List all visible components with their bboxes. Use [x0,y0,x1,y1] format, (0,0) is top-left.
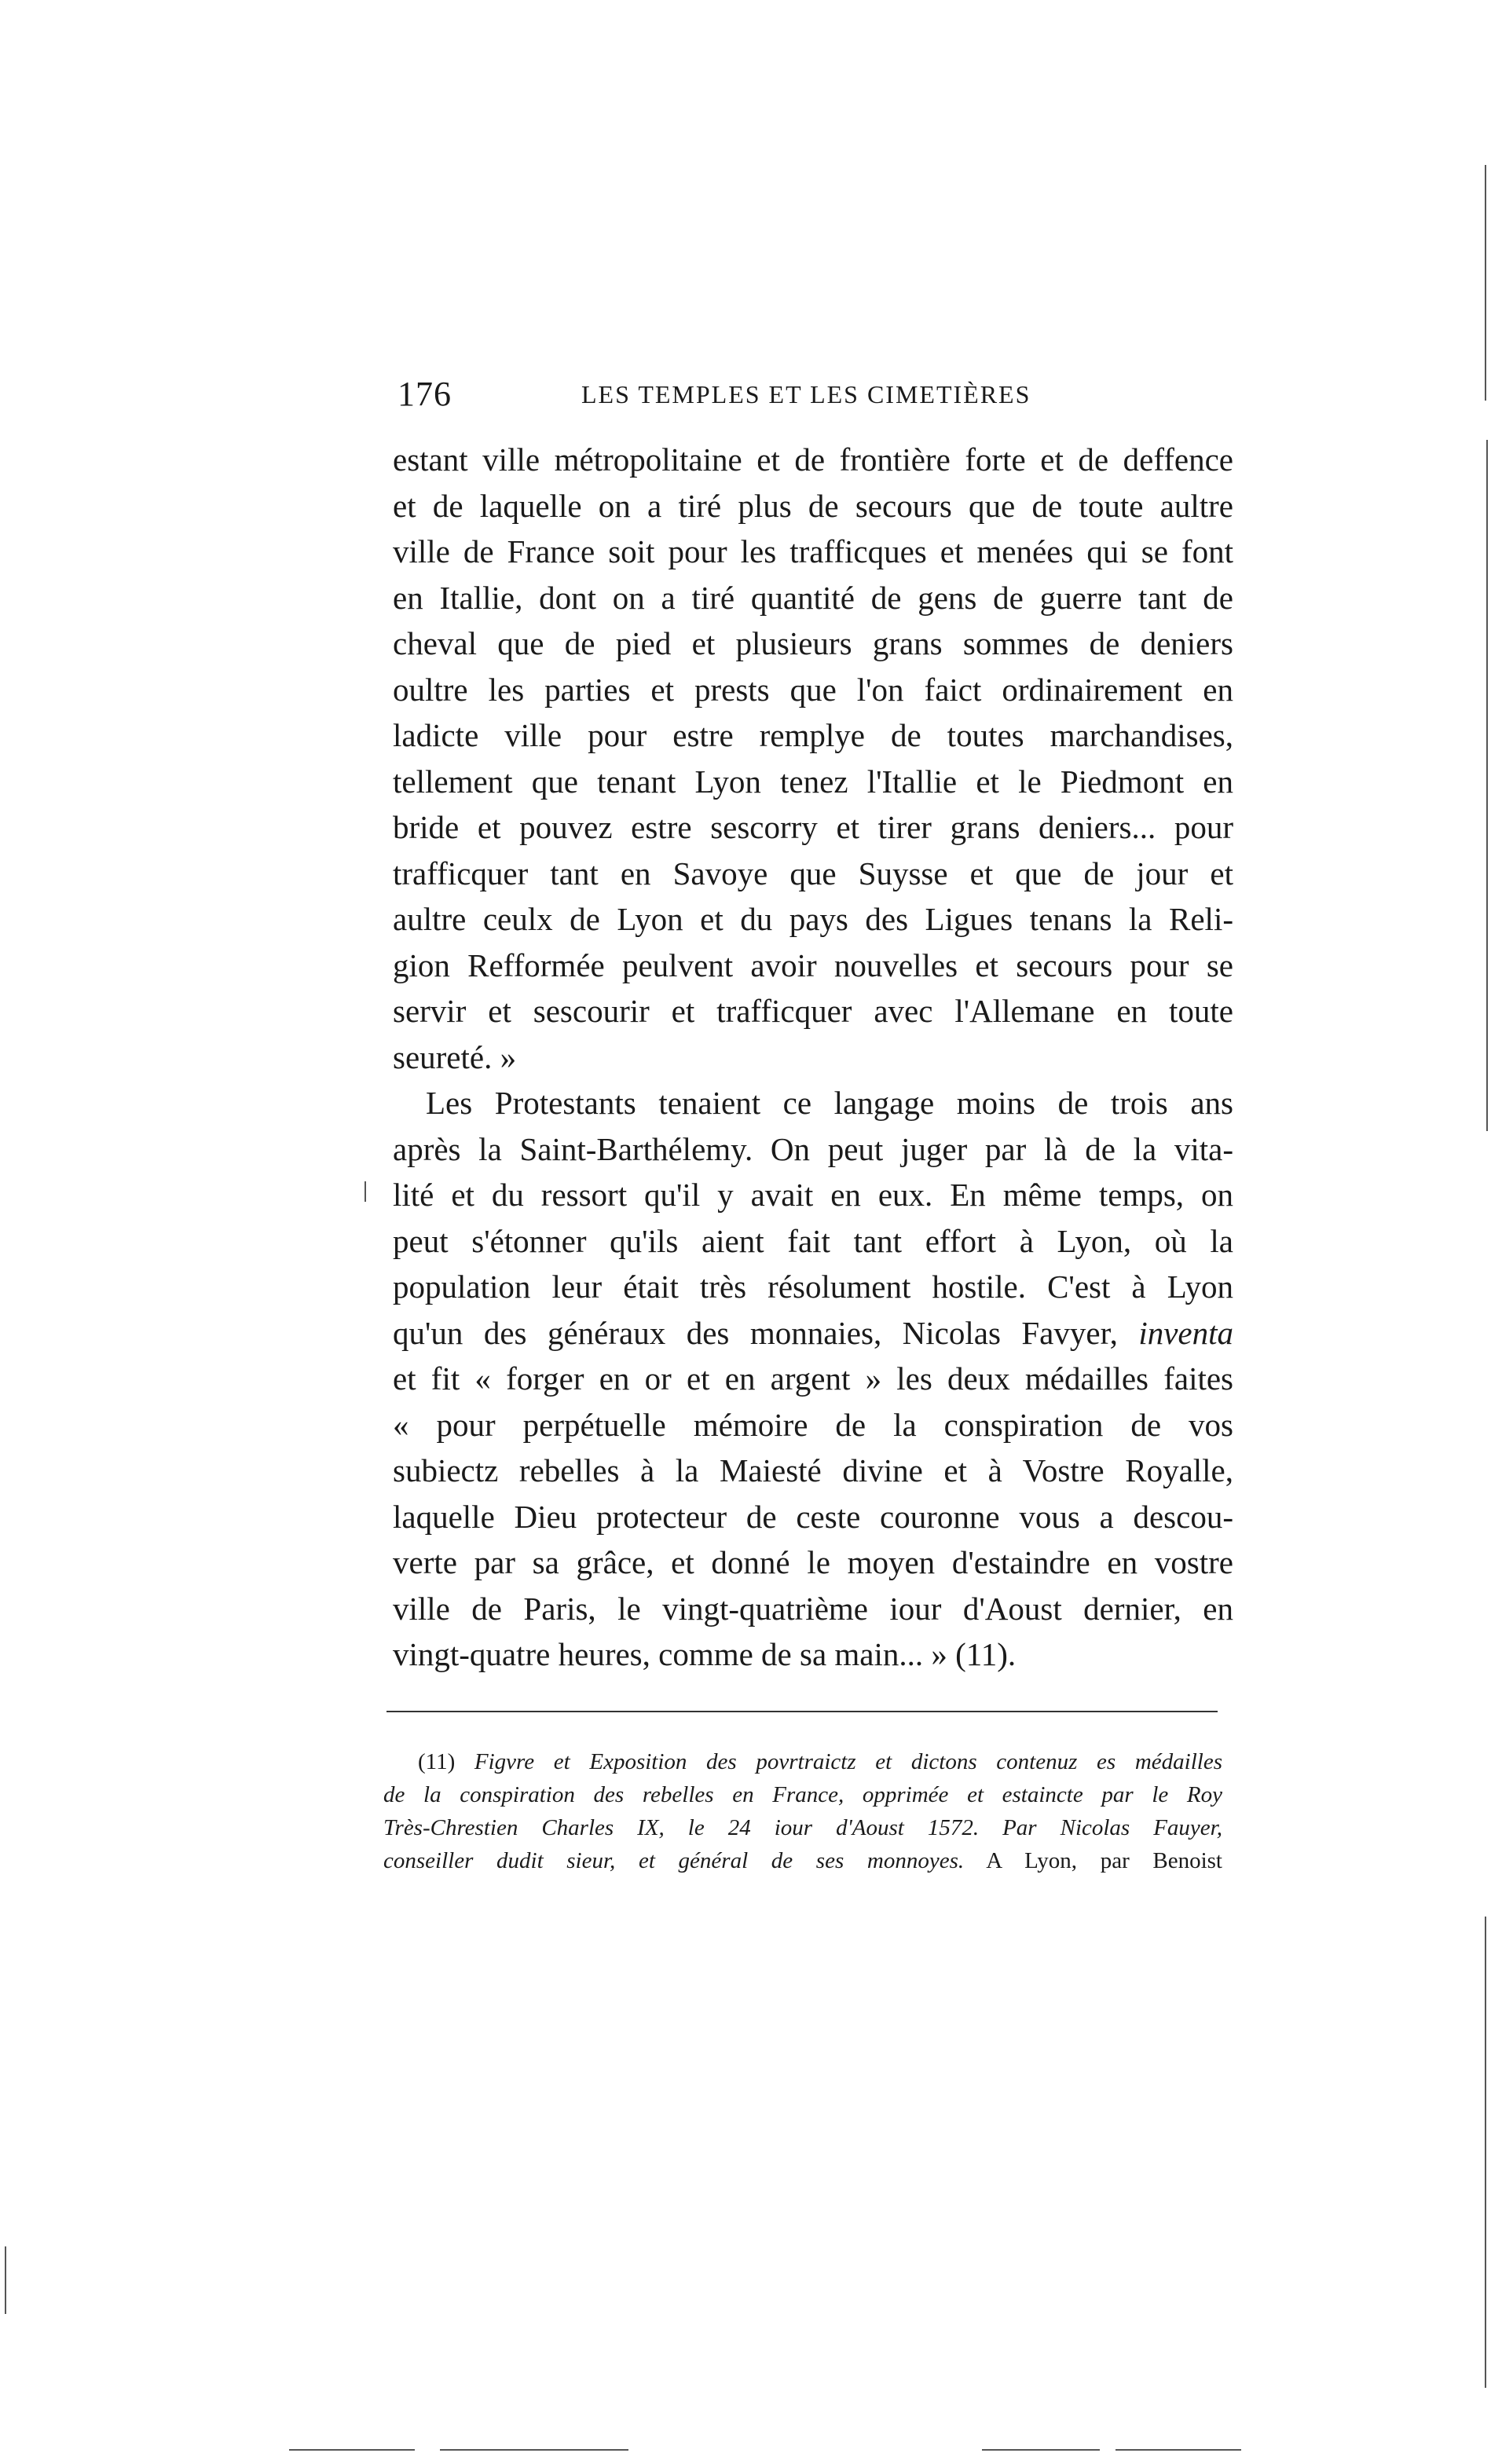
text-line: ladicte ville pour estre remplye de toutes marchandises, [393,717,1233,753]
text-line: population leur était très résolument hostile. C'est à Lyon [393,1269,1233,1305]
text-line: aultre ceulx de Lyon et du pays des Ligues tenans la Reli- [393,901,1233,937]
footnote [383,1745,1222,1877]
text-line: lité et du ressort qu'il y avait en eux. En même temps, on [393,1177,1233,1213]
text-line: Les Protestants tenaient ce langage moins de trois ans [426,1085,1233,1121]
footnote-text: Figvre et Exposition des povrtraictz et dictons contenuz es médailles [474,1749,1222,1774]
text-line: seureté. » [393,1038,517,1075]
page-number: 176 [397,375,452,413]
text-line: servir et sescourir et trafficquer avec l'Allemane en toute [393,993,1233,1029]
text-line: et fit « forger en or et en argent » les deux médailles faites [393,1360,1233,1397]
scan-edge-mark [289,2449,415,2451]
italic-word: inventa [1138,1314,1233,1351]
text-line: verte par sa grâce, et donné le moyen d'estaindre en vostre [393,1544,1233,1580]
text-line: ville de Paris, le vingt-quatrième iour d'Aoust dernier, en [393,1590,1233,1627]
text-line: et de laquelle on a tiré plus de secours que de toute aultre [393,487,1233,524]
text-line-with-italic [393,1310,1233,1356]
text-line: oultre les parties et prests que l'on faict ordinairement en [393,671,1233,708]
text-line: après la Saint-Barthélemy. On peut juger par là de la vita- [393,1130,1233,1167]
scan-edge-mark [1485,165,1486,401]
scan-edge-mark [5,2246,6,2314]
footnote-line: de la conspiration des rebelles en France, opprimée et estaincte par le Roy [383,1782,1222,1807]
text-line: gion Refformée peulvent avoir nouvelles et secours pour se [393,946,1233,983]
text-line: tellement que tenant Lyon tenez l'Itallie et le Piedmont en [393,763,1233,800]
scan-edge-mark [982,2449,1100,2451]
text-line: bride et pouvez estre sescorry et tirer grans deniers... pour [393,809,1233,845]
text-line: trafficquer tant en Savoye que Suysse et que de jour et [393,855,1233,892]
text-line: vingt-quatre heures, comme de sa main... » (11). [393,1636,1017,1672]
text-segment: qu'un des généraux des monnaies, Nicolas Favyer, [393,1314,1118,1351]
running-head [386,369,1227,416]
text-line: ville de France soit pour les trafficques et menées qui se font [393,533,1233,569]
main-text [393,437,1233,1678]
paragraph-1 [393,437,1233,1080]
text-line: peut s'étonner qu'ils aient fait tant effort à Lyon, où la [393,1222,1233,1259]
paragraph-2 [393,1080,1233,1678]
footnote-text: A Lyon, par Benoist [986,1848,1222,1873]
scan-edge-mark [440,2449,628,2451]
footnote-text: conseiller dudit sieur, et général de ses monnoyes. [383,1848,965,1873]
scan-edge-mark [365,1181,366,1202]
text-line: en Itallie, dont on a tiré quantité de gens de guerre tant de [393,579,1233,616]
running-title: LES TEMPLES ET LES CIMETIÈRES [581,380,1031,408]
footnote-line [383,1745,1222,1778]
text-line: « pour perpétuelle mémoire de la conspiration de vos [393,1406,1233,1443]
text-line: subiectz rebelles à la Maiesté divine et à Vostre Royalle, [393,1452,1233,1488]
scan-edge-mark [1116,2449,1241,2451]
footnote-rule [386,1711,1218,1712]
scan-edge-mark [1486,440,1488,1131]
footnote-line [383,1844,1222,1877]
text-line: laquelle Dieu protecteur de ceste couronne vous a descou- [393,1498,1233,1535]
footnote-marker: (11) [418,1749,456,1774]
scan-edge-mark [1485,1917,1486,2388]
text-line: estant ville métropolitaine et de frontière forte et de deffence [393,441,1233,478]
text-line: cheval que de pied et plusieurs grans sommes de deniers [393,625,1233,661]
footnote-line: Très-Chrestien Charles IX, le 24 iour d'Aoust 1572. Par Nicolas Fauyer, [383,1815,1222,1840]
